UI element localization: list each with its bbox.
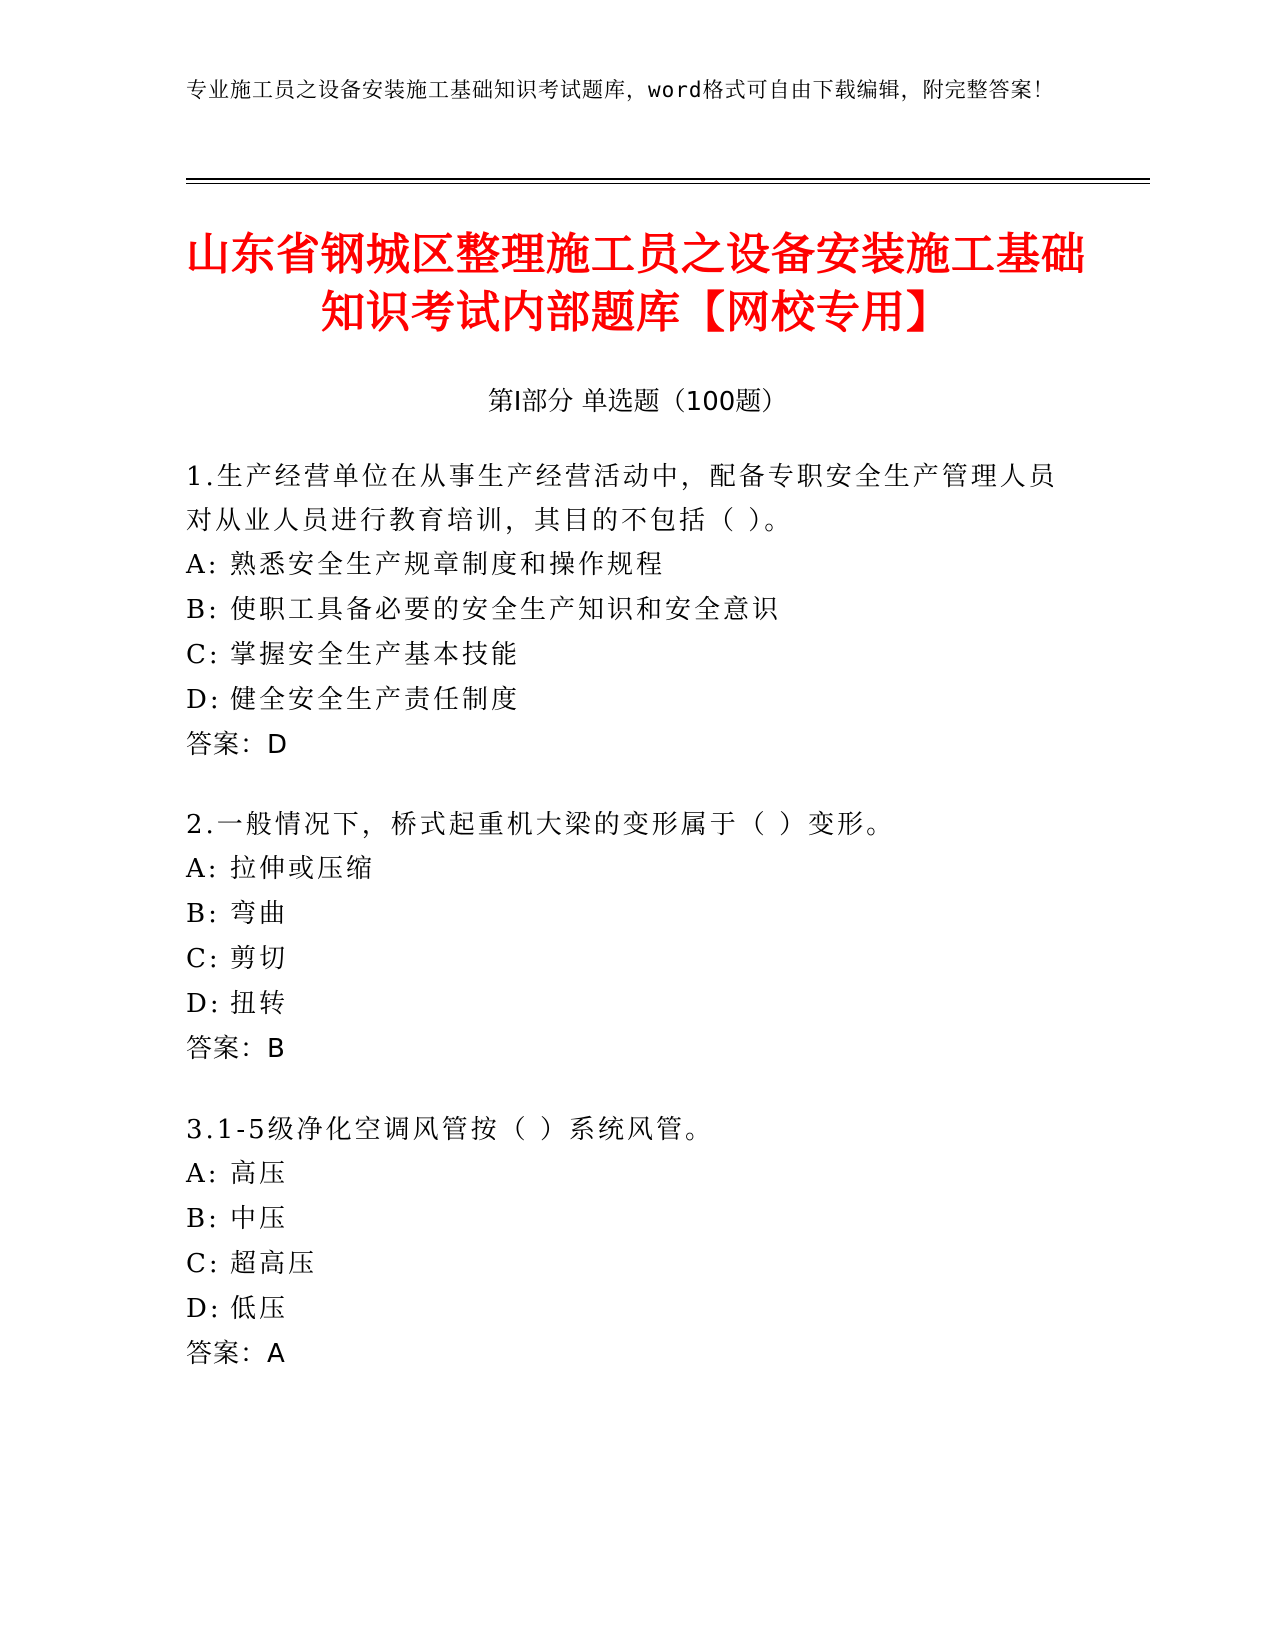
option-text: 熟悉安全生产规章制度和操作规程 xyxy=(230,550,666,580)
option-text: 扭转 xyxy=(230,989,289,1019)
option-b xyxy=(186,588,1076,633)
option-letter: D: xyxy=(186,989,222,1019)
option-letter: D: xyxy=(186,685,222,715)
option-text: 剪切 xyxy=(230,944,289,974)
option-b xyxy=(186,1197,1076,1242)
option-text: 使职工具备必要的安全生产知识和安全意识 xyxy=(230,595,782,625)
option-c xyxy=(186,1242,1076,1287)
answer: 答案：A xyxy=(186,1339,286,1369)
option-text: 高压 xyxy=(230,1159,289,1189)
section-heading: 第Ⅰ部分 单选题（100题） xyxy=(487,387,788,417)
option-c xyxy=(186,633,1076,678)
option-text: 超高压 xyxy=(230,1249,318,1279)
answer: 答案：B xyxy=(186,1034,286,1064)
answer: 答案：D xyxy=(186,730,289,760)
header-divider xyxy=(186,178,1150,180)
option-b xyxy=(186,892,1076,937)
option-d xyxy=(186,982,1076,1027)
question-2 xyxy=(186,803,1076,1072)
option-letter: B: xyxy=(186,595,220,625)
option-letter: D: xyxy=(186,1294,222,1324)
option-letter: C: xyxy=(186,944,221,974)
option-letter: C: xyxy=(186,640,221,670)
document-title: 山东省钢城区整理施工员之设备安装施工基础知识考试内部题库【网校专用】 xyxy=(186,229,1086,338)
option-a xyxy=(186,1152,1076,1197)
option-a xyxy=(186,847,1076,892)
question-1 xyxy=(186,455,1076,768)
option-text: 低压 xyxy=(230,1294,289,1324)
option-text: 弯曲 xyxy=(230,899,289,929)
option-letter: A: xyxy=(186,550,220,580)
header-divider-thin xyxy=(186,183,1150,184)
option-text: 中压 xyxy=(230,1204,289,1234)
option-text: 拉伸或压缩 xyxy=(230,854,376,884)
option-a xyxy=(186,543,1076,588)
option-text: 掌握安全生产基本技能 xyxy=(230,640,521,670)
option-d xyxy=(186,678,1076,723)
question-stem: 3.1-5级净化空调风管按（ ）系统风管。 xyxy=(186,1115,714,1145)
header-note: 专业施工员之设备安装施工基础知识考试题库，word格式可自由下载编辑，附完整答案！ xyxy=(186,78,1055,102)
question-3 xyxy=(186,1108,1076,1377)
option-d xyxy=(186,1287,1076,1332)
question-stem: 1.生产经营单位在从事生产经营活动中，配备专职安全生产管理人员对从业人员进行教育培训，其目的不包括（ ）。 xyxy=(186,462,1058,536)
option-letter: B: xyxy=(186,899,220,929)
option-text: 健全安全生产责任制度 xyxy=(230,685,521,715)
question-stem: 2.一般情况下，桥式起重机大梁的变形属于（ ）变形。 xyxy=(186,810,896,840)
option-letter: C: xyxy=(186,1249,221,1279)
option-letter: B: xyxy=(186,1204,220,1234)
option-c xyxy=(186,937,1076,982)
option-letter: A: xyxy=(186,1159,220,1189)
option-letter: A: xyxy=(186,854,220,884)
